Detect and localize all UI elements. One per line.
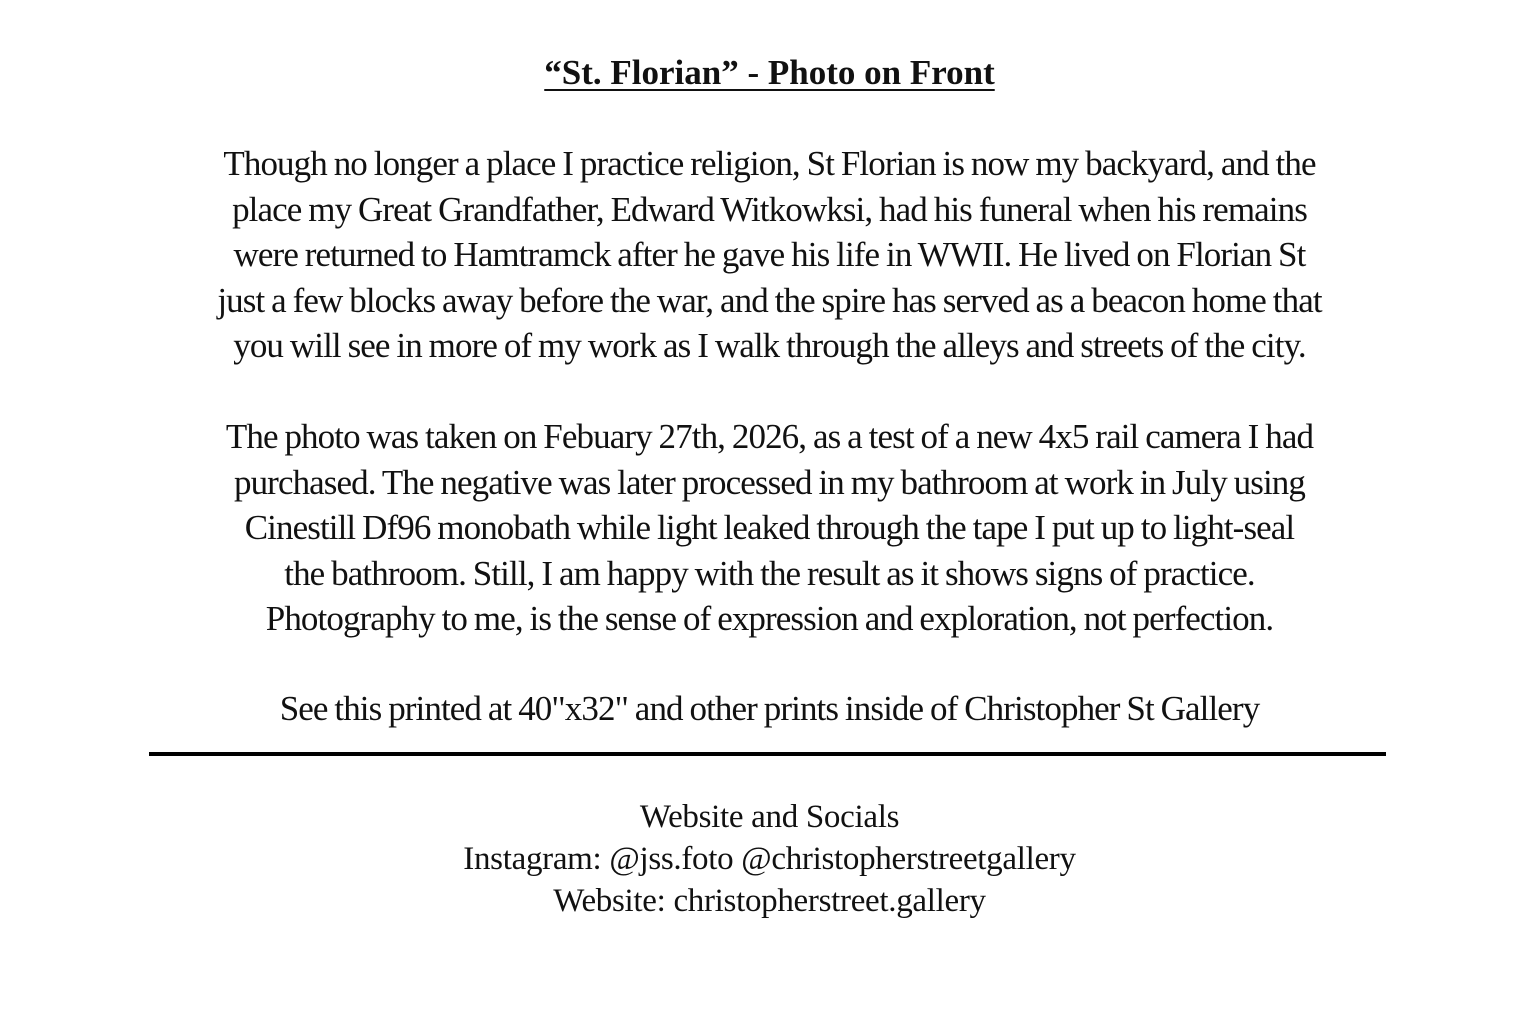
paragraph-line: Though no longer a place I practice religion, St Florian is now my backyard, and the: [223, 144, 1316, 183]
paragraph-line: just a few blocks away before the war, and the spire has served as a beacon home that: [217, 280, 1322, 320]
paragraph-line: Cinestill Df96 monobath while light leaked through the tape I put up to light-seal: [244, 508, 1295, 547]
page-title: [0, 52, 1539, 94]
paragraph-line: purchased. The negative was later processed in my bathroom at work in July using: [233, 462, 1305, 502]
paragraph-print-info: [140, 686, 1399, 732]
horizontal-divider: [149, 752, 1386, 756]
paragraph-line: See this printed at 40"x32" and other prints inside of Christopher St Gallery: [279, 689, 1260, 728]
paragraph-line: place my Great Grandfather, Edward Witkowksi, had his funeral when his remains: [232, 189, 1307, 229]
paragraph-line: you will see in more of my work as I walk through the alleys and streets of the city.: [233, 326, 1306, 365]
instagram-handles: Instagram: @jss.foto @christopherstreetgallery: [463, 841, 1076, 877]
title-text: “St. Florian” - Photo on Front: [544, 53, 995, 92]
paragraph-line: Photography to me, is the sense of expression and exploration, not perfection.: [265, 599, 1274, 638]
socials-heading: Website and Socials: [639, 799, 900, 835]
paragraph-line: were returned to Hamtramck after he gave his life in WWII. He lived on Florian St: [233, 235, 1306, 274]
paragraph-line: The photo was taken on Febuary 27th, 2026, as a test of a new 4x5 rail camera I had: [225, 417, 1314, 456]
socials-block: [0, 796, 1539, 922]
website-url: Website: christopherstreet.gallery: [553, 883, 986, 919]
paragraph-process: [140, 414, 1399, 642]
paragraph-history: [140, 141, 1399, 369]
paragraph-line: the bathroom. Still, I am happy with the result as it shows signs of practice.: [284, 553, 1255, 593]
